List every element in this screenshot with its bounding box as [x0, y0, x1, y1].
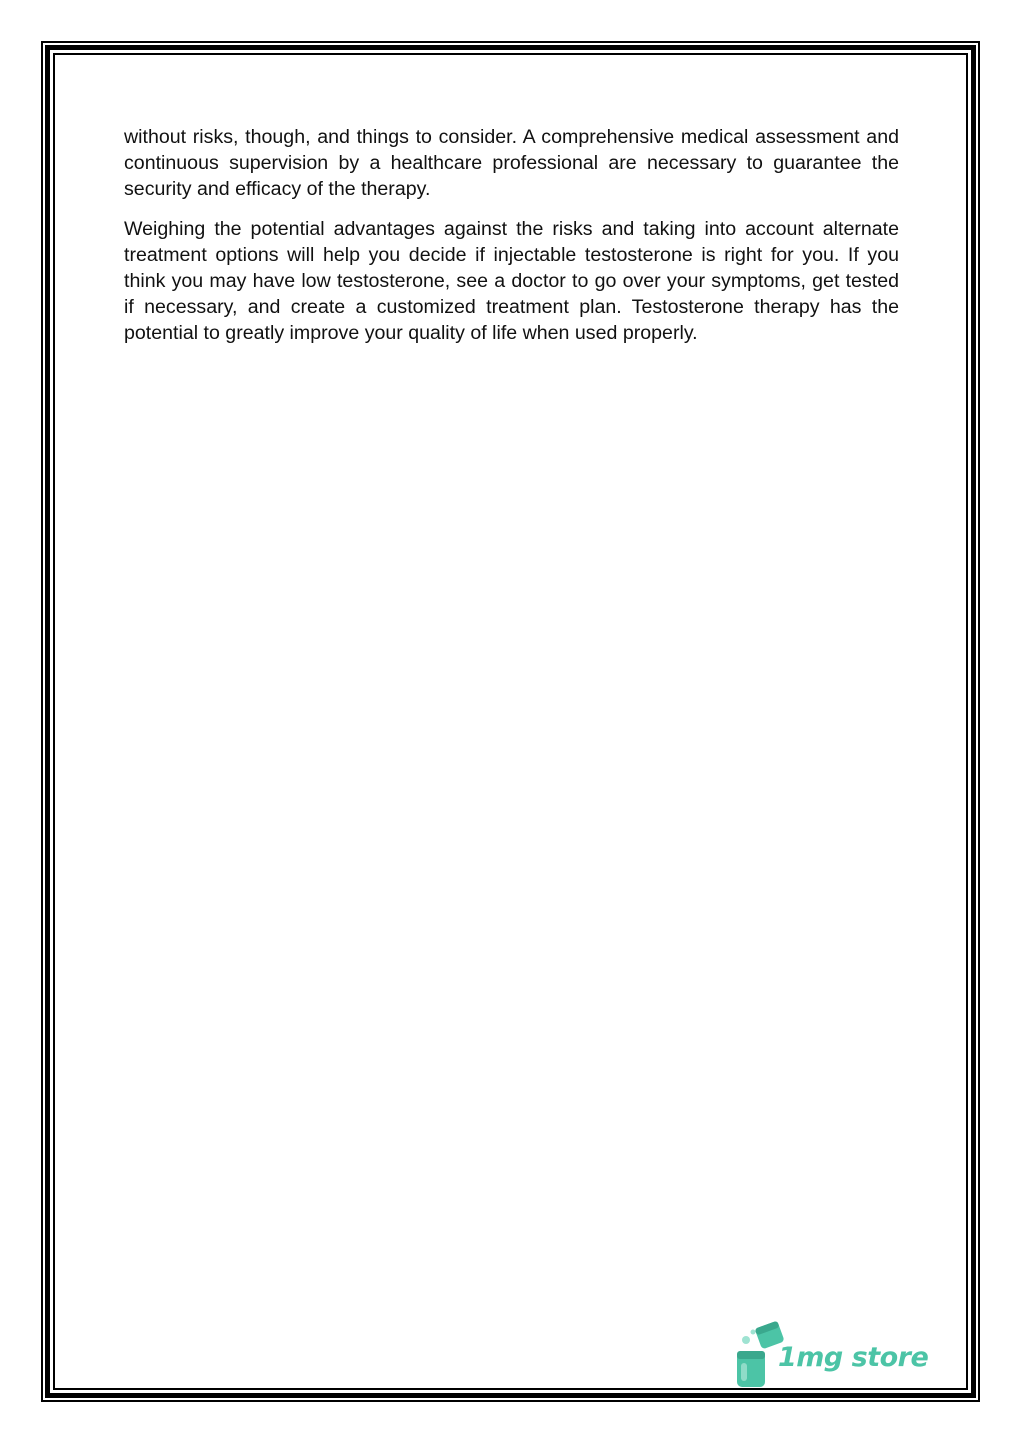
- paragraph-2: Weighing the potential advantages against the risks and taking into account alternate treatment options will help you decide if injectable testosterone is right for you. If you think you may have low testosterone, see a doctor to go over your symptoms, get tested if necessary, and create a customized treatment plan. Testosterone therapy has the potential to greatly improve your quality of life when used properly.: [124, 218, 899, 344]
- document-body: [124, 124, 899, 360]
- paragraph-1: without risks, though, and things to consider. A comprehensive medical assessment and continuous supervision by a healthcare professional are necessary to guarantee the security and efficacy of the therapy.: [124, 126, 899, 200]
- brand-logo: [734, 1318, 929, 1390]
- logo-wordmark: 1mg store: [778, 1342, 929, 1373]
